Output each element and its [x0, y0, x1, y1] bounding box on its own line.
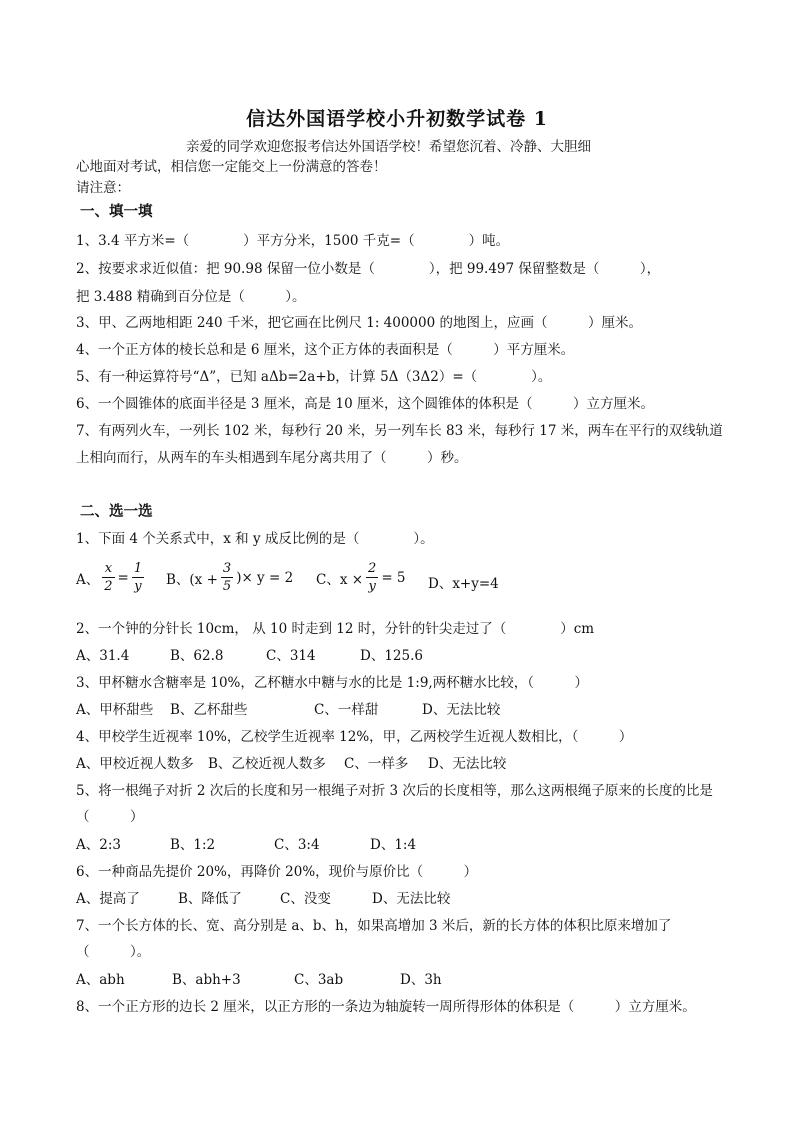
q6-stem: 6、一种商品先提价 20%，再降价 20%，现价与原价比（ ）	[76, 864, 478, 880]
q5-option-b: B、1:2	[170, 837, 216, 853]
q6-option-b: B、降低了	[178, 891, 242, 907]
intro-line-2: 心地面对考试，相信您一定能交上一份满意的答卷！	[76, 159, 387, 175]
q5-option-c: C、3:4	[274, 837, 320, 853]
q7-options	[76, 971, 442, 989]
q2-option-b: B、62.8	[170, 648, 224, 664]
q2-option-c: C、314	[266, 648, 316, 664]
q3-option-c: C、一样甜	[314, 702, 379, 718]
q1-option-d: D、x+y=4	[428, 576, 499, 592]
q2-options	[76, 647, 423, 665]
q3-option-b: B、乙杯甜些	[170, 702, 248, 718]
section-2-heading: 二、选一选	[80, 503, 153, 520]
fraction: $\frac{3}{5}$	[222, 561, 232, 594]
fraction: $\frac{x}{2}$	[104, 561, 113, 594]
section-1-heading: 一、填一填	[80, 203, 153, 220]
q4-option-a: A、甲校近视人数多	[76, 756, 194, 772]
q6-options	[76, 890, 450, 908]
q2-option-d: D、125.6	[360, 648, 423, 664]
q1-option-b: B、(x + $\frac{3}{5}$ )× y = 2	[166, 561, 294, 594]
q6-option-d: D、无法比较	[372, 891, 451, 907]
q5-options	[76, 836, 416, 854]
s1-line-6: 5、有一种运算符号“Δ”，已知 aΔb=2a+b，计算 5Δ（3Δ2）=（ ）。	[76, 369, 552, 385]
q3-options	[76, 701, 500, 719]
fraction: $\frac{2}{y}$	[368, 561, 377, 594]
q7-option-b: B、abh+3	[172, 972, 241, 988]
s1-line-1: 1、3.4 平方米=（ ）平方分米，1500 千克=（ ）吨。	[76, 233, 510, 249]
q1-stem: 1、下面 4 个关系式中，x 和 y 成反比例的是（ ）。	[76, 531, 434, 547]
q7-option-c: C、3ab	[294, 972, 344, 988]
q2-stem: 2、一个钟的分针长 10cm， 从 10 时走到 12 时，分针的针尖走过了（ ）cm	[76, 621, 595, 637]
q7-option-d: D、3h	[400, 972, 442, 988]
s1-line-4: 3、甲、乙两地相距 240 千米，把它画在比例尺 1: 400000 的地图上，应画（ ）厘米。	[76, 315, 642, 331]
q1-option-a: A、 $\frac{x}{2}$ = $\frac{1}{y}$	[76, 561, 143, 594]
q5-stem-2: （ ）	[76, 809, 144, 825]
q4-option-c: C、一样多	[344, 756, 409, 772]
page-title: 信达外国语学校小升初数学试卷 1	[246, 108, 548, 130]
q4-option-b: B、乙校近视人数多	[208, 756, 326, 772]
s1-line-2: 2、按要求求近似值：把 90.98 保留一位小数是（ ），把 99.497 保留整数是（ ），	[76, 261, 661, 277]
q4-option-d: D、无法比较	[428, 756, 507, 772]
intro-line-3: 请注意：	[76, 180, 130, 196]
q2-option-a: A、31.4	[76, 648, 130, 664]
q7-option-a: A、abh	[76, 972, 125, 988]
q3-option-d: D、无法比较	[422, 702, 501, 718]
q5-option-a: A、2:3	[76, 837, 121, 853]
q1-option-c: C、x × $\frac{2}{y}$ = 5	[316, 561, 406, 594]
fraction: $\frac{1}{y}$	[133, 561, 143, 594]
q3-option-a: A、甲杯甜些	[76, 702, 154, 718]
q5-stem: 5、将一根绳子对折 2 次后的长度和另一根绳子对折 3 次后的长度相等，那么这两根绳子原来的长度的比是	[76, 783, 713, 799]
q6-option-a: A、提高了	[76, 891, 140, 907]
q8-stem: 8、一个正方形的边长 2 厘米，以正方形的一条边为轴旋转一周所得形体的体积是（ ）立方厘米。	[76, 999, 696, 1015]
s1-line-7: 6、一个圆锥体的底面半径是 3 厘米，高是 10 厘米，这个圆锥体的体积是（ ）立方厘米。	[76, 396, 655, 412]
q7-stem-2: （ ）。	[76, 944, 151, 960]
q4-stem: 4、甲校学生近视率 10%，乙校学生近视率 12%，甲，乙两校学生近视人数相比，（ ）	[76, 729, 633, 745]
q6-option-c: C、没变	[280, 891, 331, 907]
s1-line-9: 上相向而行，从两车的车头相遇到车尾分离共用了（ ）秒。	[76, 450, 468, 466]
s1-line-5: 4、一个正方体的棱长总和是 6 厘米，这个正方体的表面积是（ ）平方厘米。	[76, 342, 575, 358]
q7-stem: 7、一个长方体的长、宽、高分别是 a、b、h，如果高增加 3 米后，新的长方体的体积比原来增加了	[76, 918, 672, 934]
q5-option-d: D、1:4	[370, 837, 417, 853]
q3-stem: 3、甲杯糖水含糖率是 10%，乙杯糖水中糖与水的比是 1:9,两杯糖水比较，（ ）	[76, 675, 588, 691]
intro-line-1: 亲爱的同学欢迎您报考信达外国语学校！希望您沉着、冷静、大胆细	[186, 139, 591, 155]
s1-line-8: 7、有两列火车，一列长 102 米，每秒行 20 米，另一列车长 83 米，每秒行 17 米，两车在平行的双线轨道	[76, 423, 723, 439]
s1-line-3: 把 3.488 精确到百分位是（ ）。	[76, 289, 306, 305]
q4-options	[76, 755, 506, 773]
